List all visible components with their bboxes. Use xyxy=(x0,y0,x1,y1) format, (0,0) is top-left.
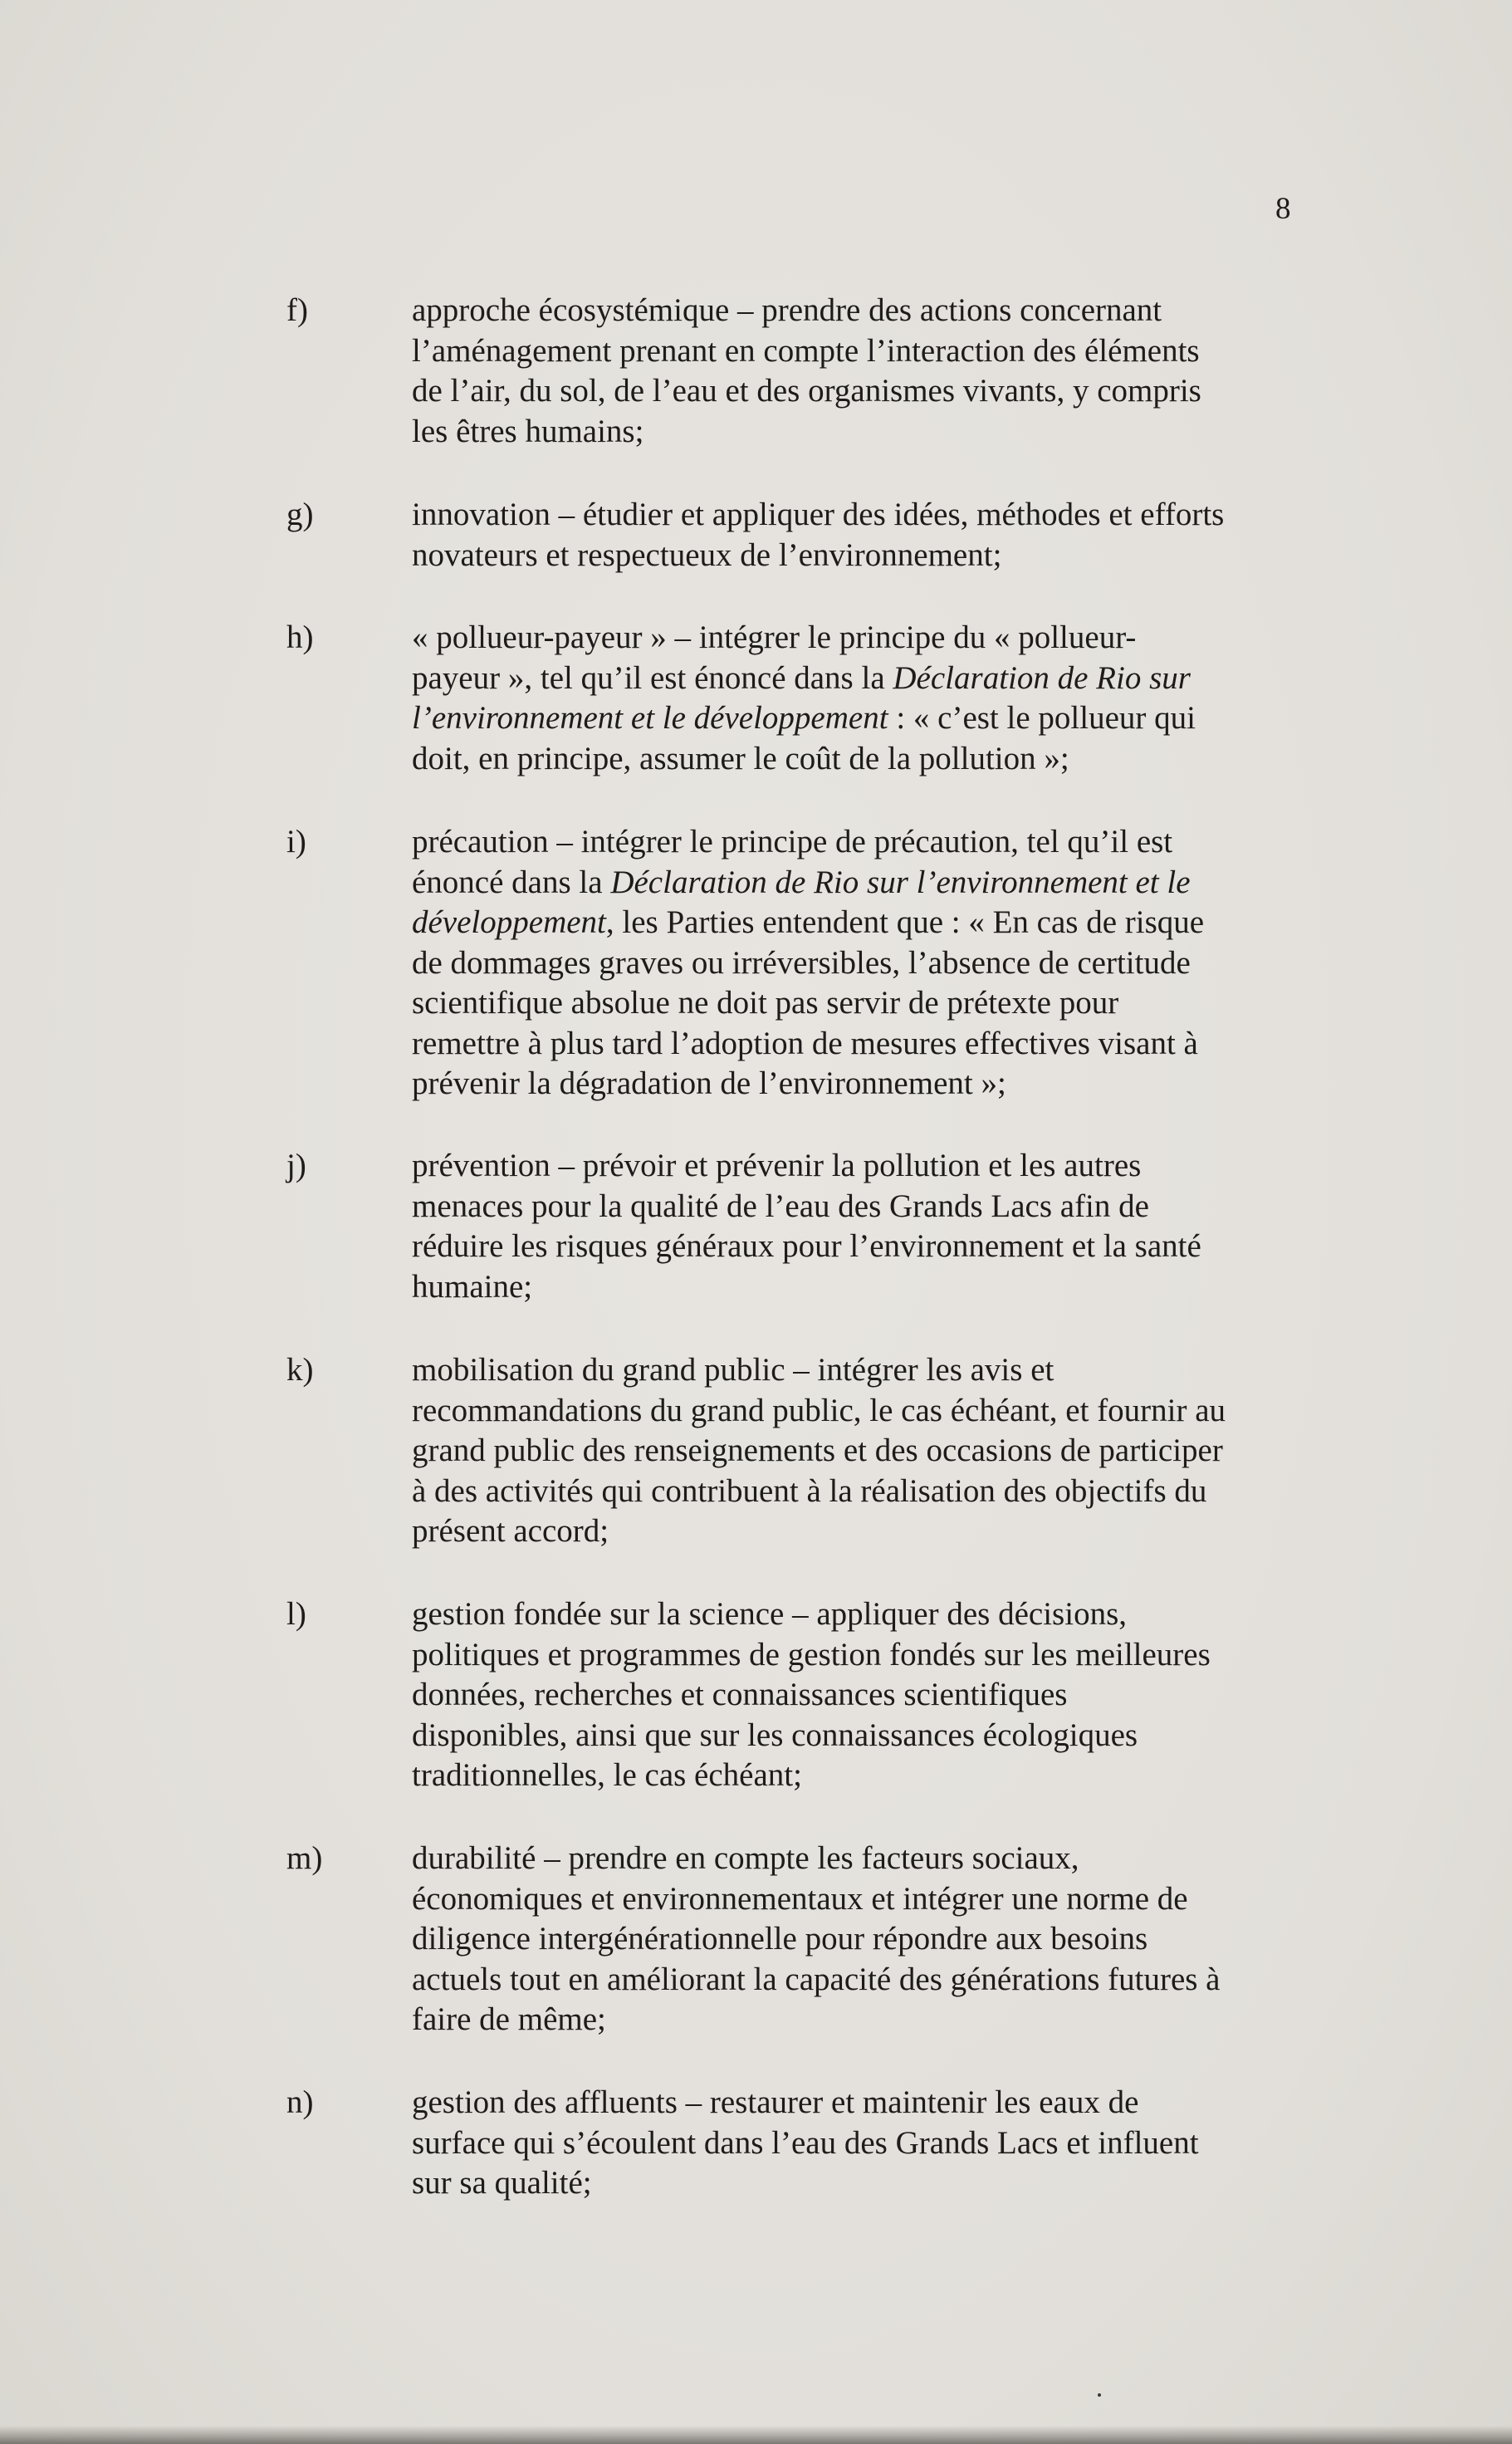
text-segment: actuels tout en améliorant la capacité des générations futures à xyxy=(412,1961,1221,1997)
text-segment: traditionnelles, le cas échéant; xyxy=(412,1757,802,1793)
text-segment: à des activités qui contribuent à la réalisation des objectifs du xyxy=(412,1472,1207,1509)
text-line xyxy=(412,1350,1304,1391)
item-label: f) xyxy=(286,292,308,328)
text-line xyxy=(412,1024,1304,1065)
text-line xyxy=(412,1391,1304,1432)
text-line xyxy=(412,983,1304,1024)
text-segment: données, recherches et connaissances scientifiques xyxy=(412,1677,1068,1712)
text-line xyxy=(412,739,1304,780)
text-line xyxy=(412,2000,1304,2040)
text-line xyxy=(412,412,1304,453)
text-line xyxy=(412,1879,1304,1920)
text-line xyxy=(412,2123,1304,2164)
text-segment: surface qui s’écoulent dans l’eau des Grands Lacs et influent xyxy=(412,2124,1199,2161)
text-segment: l’aménagement prenant en compte l’interaction des éléments xyxy=(412,332,1200,369)
text-segment: précaution – intégrer le principe de précaution, tel qu’il est xyxy=(412,824,1173,860)
text-line xyxy=(412,1187,1304,1227)
text-line xyxy=(412,1756,1304,1796)
italic-text: Déclaration de Rio sur l’environnement et le xyxy=(610,864,1191,900)
text-segment: disponibles, ainsi que sur les connaissances écologiques xyxy=(412,1717,1138,1753)
item-text xyxy=(412,1594,1304,1796)
item-text xyxy=(412,291,1304,452)
text-line xyxy=(412,536,1304,576)
speck-mark xyxy=(1098,2393,1101,2397)
text-segment: gestion fondée sur la science – appliquer des décisions, xyxy=(412,1596,1127,1632)
italic-text: Déclaration de Rio sur xyxy=(893,659,1191,696)
text-segment: payeur », tel qu’il est énoncé dans la xyxy=(412,659,893,696)
text-line xyxy=(412,1594,1304,1635)
text-line xyxy=(412,331,1304,372)
italic-text: l’environnement et le développement xyxy=(412,700,888,736)
item-label: i) xyxy=(286,824,306,860)
text-line xyxy=(412,1919,1304,1960)
item-text xyxy=(412,618,1304,779)
item-text xyxy=(412,2083,1304,2204)
text-line xyxy=(412,1839,1304,1879)
text-line xyxy=(412,291,1304,331)
text-segment: novateurs et respectueux de l’environnement; xyxy=(412,536,1002,573)
item-label: l) xyxy=(286,1596,306,1632)
text-line xyxy=(412,495,1304,536)
text-line xyxy=(412,698,1304,739)
text-line xyxy=(412,822,1304,863)
item-text xyxy=(412,1146,1304,1307)
page-number: 8 xyxy=(1275,192,1291,226)
text-segment: réduire les risques généraux pour l’environnement et la santé xyxy=(412,1228,1201,1264)
text-segment: de l’air, du sol, de l’eau et des organismes vivants, y compris xyxy=(412,373,1201,409)
text-line xyxy=(412,1960,1304,2001)
text-segment: économiques et environnementaux et intégrer une norme de xyxy=(412,1880,1188,1917)
page-edge-shadow xyxy=(0,2426,1512,2444)
text-segment: « pollueur-payeur » – intégrer le principe du « pollueur- xyxy=(412,620,1137,655)
text-segment: grand public des renseignements et des occasions de participer xyxy=(412,1433,1223,1468)
text-line xyxy=(412,863,1304,904)
text-line xyxy=(412,903,1304,943)
item-label: m) xyxy=(286,1840,323,1876)
text-line xyxy=(412,943,1304,984)
text-line xyxy=(412,1431,1304,1472)
text-segment: présent accord; xyxy=(412,1513,609,1549)
text-segment: innovation – étudier et appliquer des idées, méthodes et efforts xyxy=(412,497,1225,532)
text-line xyxy=(412,371,1304,412)
text-line xyxy=(412,2083,1304,2123)
text-segment: politiques et programmes de gestion fondés sur les meilleures xyxy=(412,1636,1211,1673)
text-segment: prévenir la dégradation de l’environnement »; xyxy=(412,1065,1006,1101)
item-text xyxy=(412,1350,1304,1552)
item-text xyxy=(412,1839,1304,2040)
text-segment: énoncé dans la xyxy=(412,864,611,900)
item-label: k) xyxy=(286,1352,314,1388)
text-line xyxy=(412,618,1304,659)
text-segment: gestion des affluents – restaurer et maintenir les eaux de xyxy=(412,2084,1139,2120)
text-segment: remettre à plus tard l’adoption de mesures effectives visant à xyxy=(412,1025,1198,1061)
item-label: n) xyxy=(286,2084,314,2120)
text-line xyxy=(412,1267,1304,1308)
text-line xyxy=(412,1675,1304,1716)
italic-text: développement xyxy=(412,904,606,940)
text-segment: : « c’est le pollueur qui xyxy=(888,700,1196,736)
text-segment: durabilité – prendre en compte les facteurs sociaux, xyxy=(412,1840,1079,1876)
text-line xyxy=(412,1146,1304,1187)
text-segment: scientifique absolue ne doit pas servir de prétexte pour xyxy=(412,985,1119,1021)
text-segment: doit, en principe, assumer le coût de la pollution »; xyxy=(412,740,1069,776)
text-segment: recommandations du grand public, le cas échéant, et fournir au xyxy=(412,1392,1226,1428)
text-line xyxy=(412,1227,1304,1267)
text-segment: sur sa qualité; xyxy=(412,2165,592,2201)
item-text xyxy=(412,495,1304,575)
text-segment: humaine; xyxy=(412,1268,533,1305)
text-segment: prévention – prévoir et prévenir la pollution et les autres xyxy=(412,1148,1142,1183)
text-segment: menaces pour la qualité de l’eau des Grands Lacs afin de xyxy=(412,1188,1149,1224)
item-label: j) xyxy=(286,1148,306,1183)
text-segment: faire de même; xyxy=(412,2001,606,2037)
item-label: h) xyxy=(286,620,314,655)
text-segment: mobilisation du grand public – intégrer les avis et xyxy=(412,1352,1054,1388)
text-line xyxy=(412,1472,1304,1512)
text-segment: diligence intergénérationnelle pour répondre aux besoins xyxy=(412,1921,1148,1957)
text-segment: les êtres humains; xyxy=(412,413,644,449)
text-line xyxy=(412,1064,1304,1104)
text-line xyxy=(412,1511,1304,1552)
text-segment: approche écosystémique – prendre des actions concernant xyxy=(412,292,1162,328)
item-text xyxy=(412,822,1304,1104)
text-line xyxy=(412,1716,1304,1756)
text-line xyxy=(412,659,1304,699)
text-line xyxy=(412,1635,1304,1676)
text-segment: , les Parties entendent que : « En cas de risque xyxy=(605,904,1205,940)
item-label: g) xyxy=(286,497,314,532)
text-segment: de dommages graves ou irréversibles, l’absence de certitude xyxy=(412,944,1191,981)
text-line xyxy=(412,2163,1304,2204)
